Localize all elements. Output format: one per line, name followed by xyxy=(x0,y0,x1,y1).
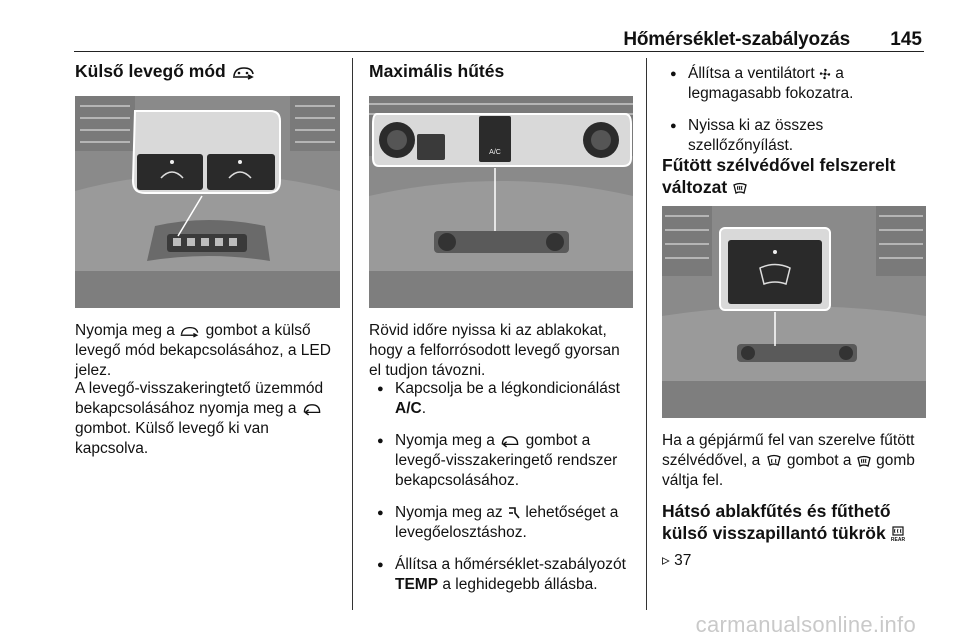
ac-label: A/C xyxy=(395,400,422,417)
list-item: ● Kapcsolja be a légkondicionálást A/C. xyxy=(369,379,637,419)
column-divider-2 xyxy=(646,58,647,610)
max-cooling-steps xyxy=(369,379,637,595)
list-item: ● Állítsa a hőmérséklet-szabályozót TEMP a leghidegebb állásba. xyxy=(369,555,637,595)
header-rule xyxy=(74,51,924,52)
watermark: carmanualsonline.info xyxy=(695,612,916,637)
heading-heated-windscreen: Fűtött szélvédővel felszerelt változat xyxy=(662,155,896,197)
list-item: ● Nyissa ki az összes szellőzőnyílást. xyxy=(662,116,926,156)
page-reference[interactable]: ▹ 37 xyxy=(662,552,692,569)
outside-air-icon xyxy=(231,64,257,80)
max-defrost-icon xyxy=(765,454,783,468)
heading-max-cooling: Maximális hűtés xyxy=(369,61,505,81)
windscreen-heating-icon xyxy=(856,454,872,468)
fan-steps xyxy=(662,64,926,156)
svg-text:REAR: REAR xyxy=(890,537,905,543)
outside-air-icon xyxy=(179,324,201,338)
paragraph-recirculation: A levegő-visszakeringtető üzemmód bekapcsolásához nyomja meg a gombot. Külső levegő ki van kapcsolva. xyxy=(75,380,324,457)
recirculation-icon xyxy=(499,434,521,448)
paragraph-heated-windscreen: Ha a gépjármű fel van szerelve fűtött szélvédővel, a gombot a gomb váltja fel. xyxy=(662,432,915,489)
list-item: ● Nyomja meg az lehetőséget a levegőelosztáshoz. xyxy=(369,503,637,543)
section-title: Hőmérséklet-szabályozás xyxy=(623,29,850,50)
list-item: ● Állítsa a ventilátort a legmagasabb fokozatra. xyxy=(662,64,926,104)
temp-label: TEMP xyxy=(395,576,439,593)
column-2 xyxy=(369,60,635,593)
page-header xyxy=(0,0,960,52)
recirculation-icon xyxy=(301,402,323,416)
column-divider-1 xyxy=(352,58,353,610)
svg-text:A/C: A/C xyxy=(489,149,501,156)
fan-icon xyxy=(819,68,831,80)
rear-window-heating-icon xyxy=(891,526,905,542)
page-number: 145 xyxy=(890,29,922,50)
paragraph-outside-air: Nyomja meg a gombot a külső levegő mód bekapcsolásához, a LED jelez. xyxy=(75,322,331,379)
climate-panel-photo-max-cooling xyxy=(369,96,633,308)
climate-panel-photo-outside-air xyxy=(75,96,340,308)
column-1 xyxy=(75,60,341,457)
paragraph-max-cooling-intro: Rövid időre nyissa ki az ablakokat, hogy a felforrósodott levegő gyorsan el tudjon távozni. xyxy=(369,322,620,379)
list-item: ● Nyomja meg a gombot a levegő-visszakeringető rendszer bekapcsolásához. xyxy=(369,431,637,491)
heading-outside-air: Külső levegő mód xyxy=(75,60,341,82)
heading-rear-window-heating: Hátsó ablakfűtés és fűthető külső visszapillantó tükrök REAR xyxy=(662,501,905,543)
climate-panel-photo-heated-windscreen xyxy=(662,206,926,418)
windscreen-heating-icon xyxy=(732,181,748,195)
arrow-icon: ▹ xyxy=(662,552,670,569)
air-distribution-icon xyxy=(507,506,521,520)
